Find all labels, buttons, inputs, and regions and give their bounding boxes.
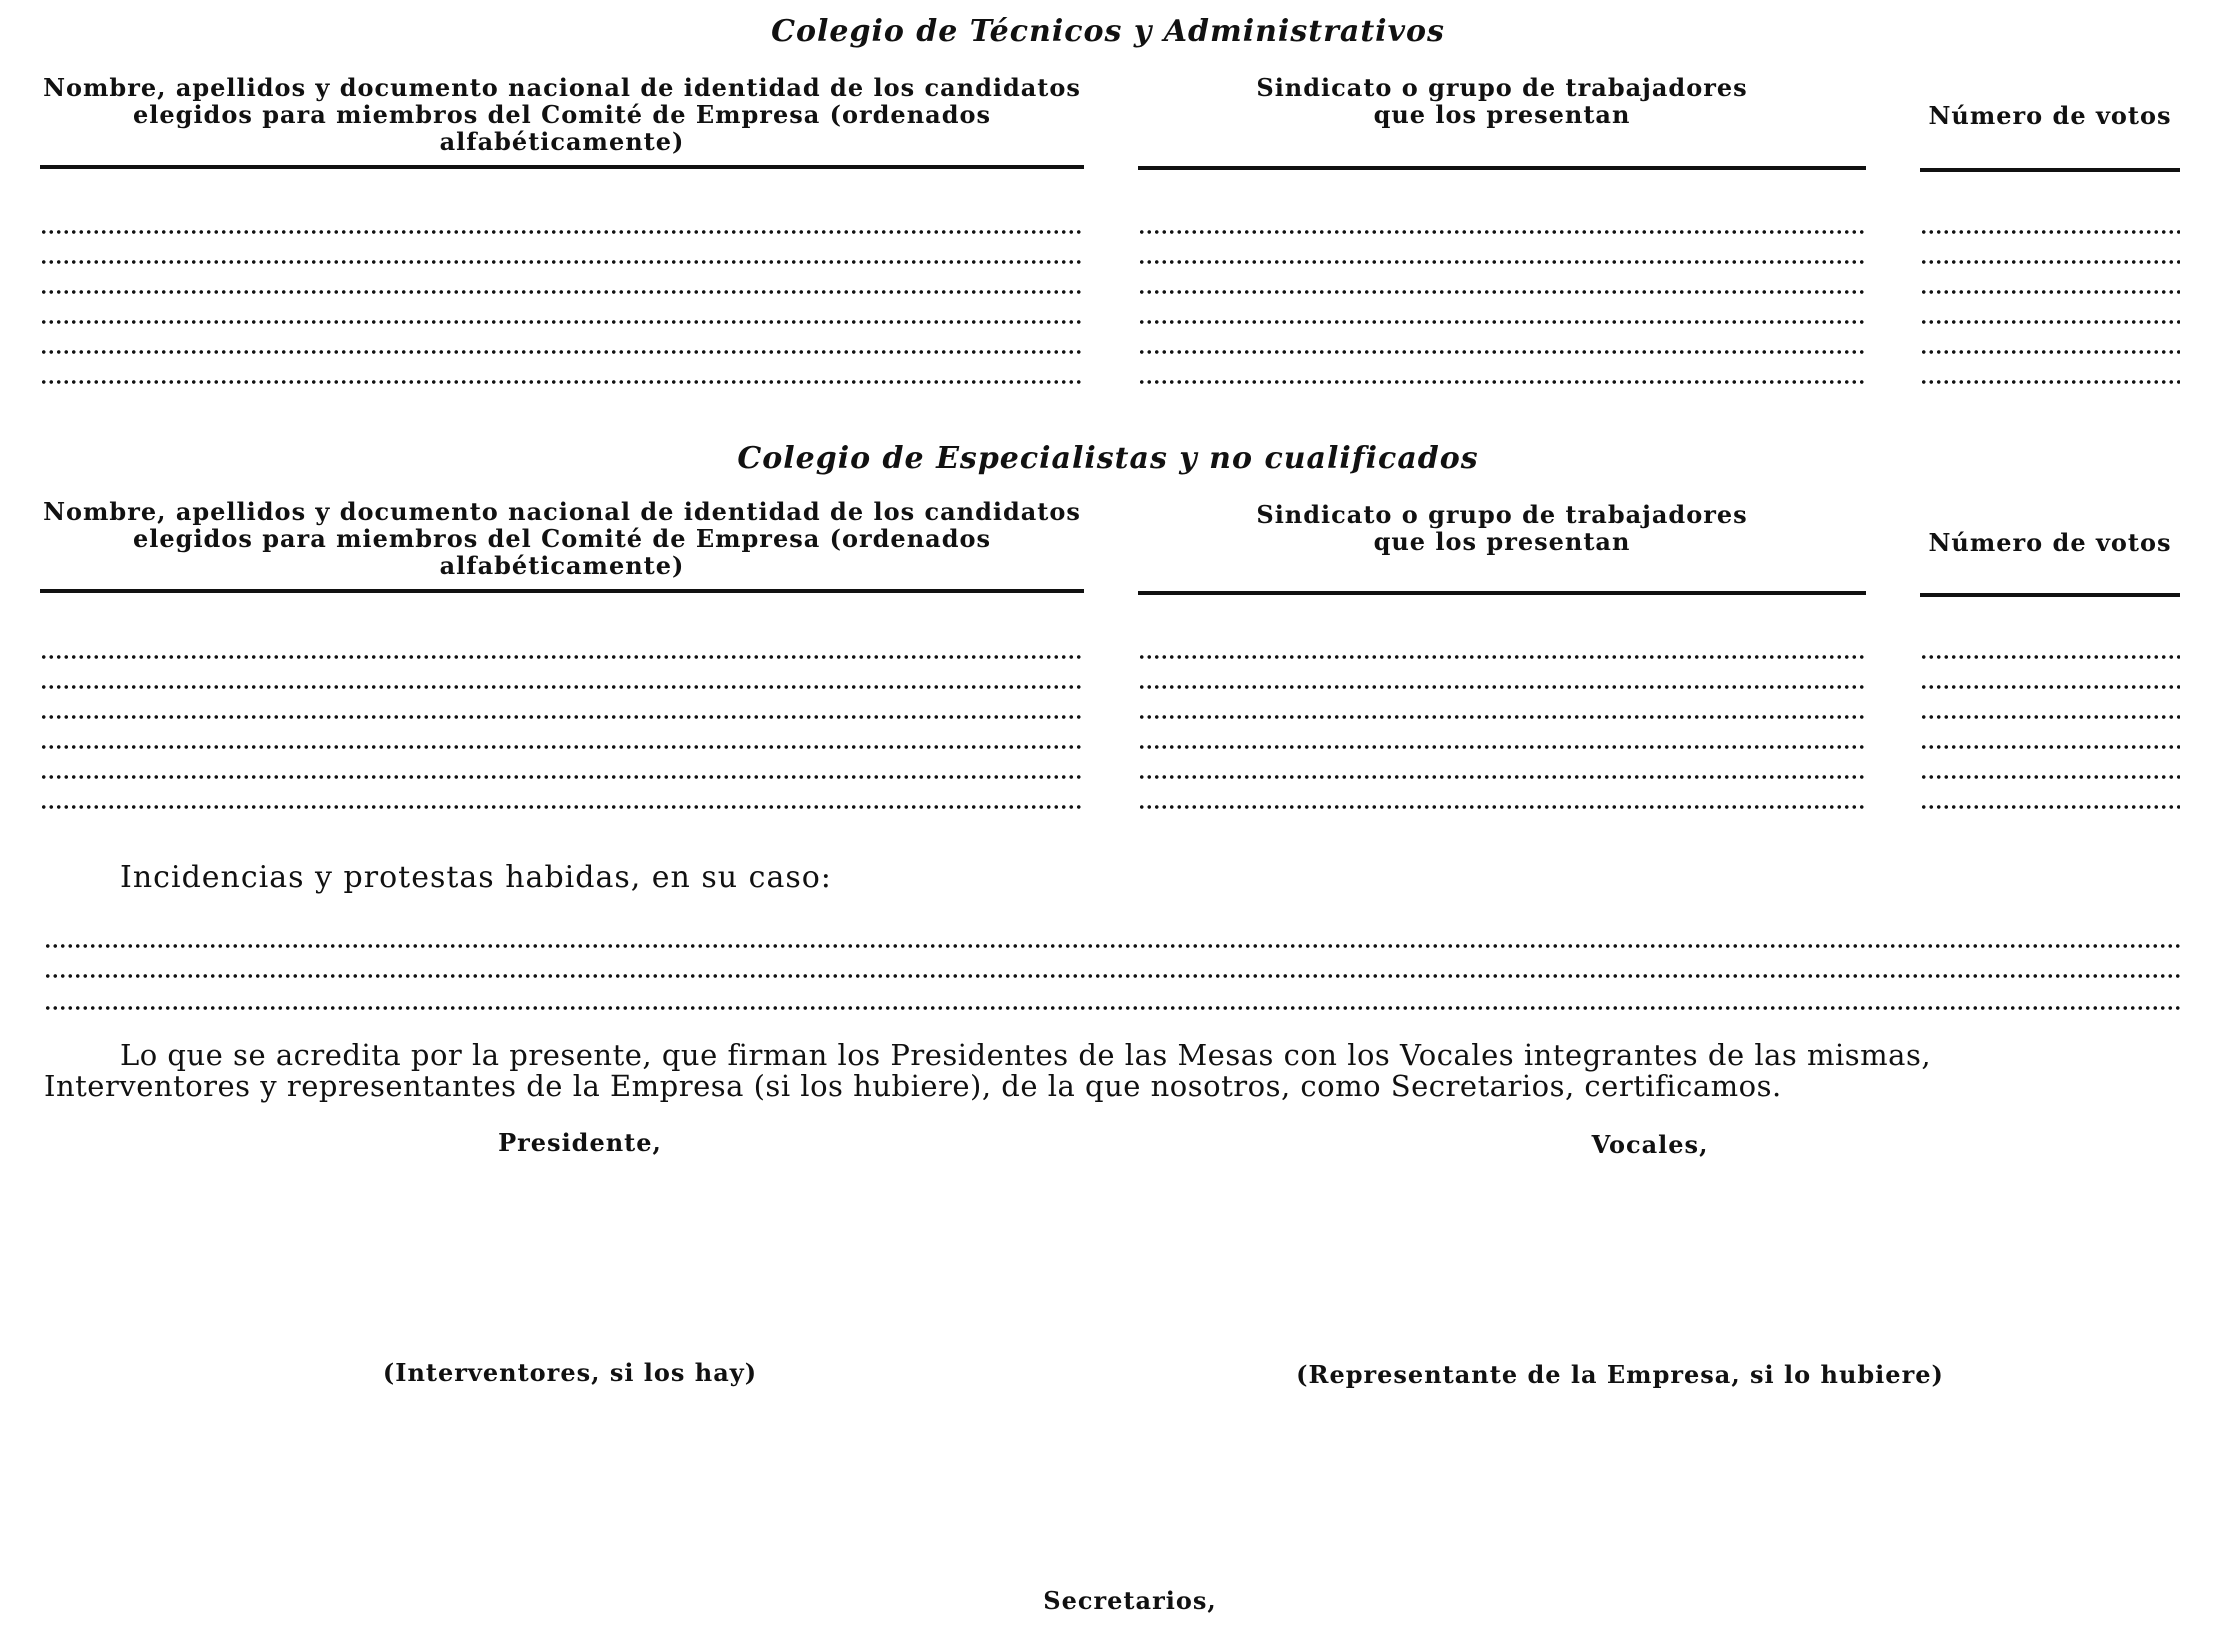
union-entry-line[interactable] [1138, 320, 1866, 324]
union-entry-line[interactable] [1138, 655, 1866, 659]
header-rule [40, 165, 1084, 169]
header-union-line1: Sindicato o grupo de trabajadores [1256, 73, 1748, 102]
header-rule [1920, 593, 2180, 597]
union-entry-line[interactable] [1138, 775, 1866, 779]
candidate-entry-line[interactable] [40, 685, 1084, 689]
union-entry-line[interactable] [1138, 805, 1866, 809]
votes-entry-line[interactable] [1920, 775, 2180, 779]
votes-entry-line[interactable] [1920, 320, 2180, 324]
union-entry-line[interactable] [1138, 260, 1866, 264]
header-votes: Número de votos [1928, 101, 2172, 130]
union-entry-line[interactable] [1138, 350, 1866, 354]
header-union [1138, 501, 1866, 555]
incidencias-label: Incidencias y protestas habidas, en su caso: [120, 860, 832, 895]
incidencias-entry-line[interactable] [44, 1006, 2180, 1010]
header-candidates-line2: elegidos para miembros del Comité de Empresa (ordenados [133, 524, 991, 553]
candidate-entry-line[interactable] [40, 655, 1084, 659]
votes-entry-line[interactable] [1920, 380, 2180, 384]
votes-entry-line[interactable] [1920, 805, 2180, 809]
votes-entry-line[interactable] [1920, 655, 2180, 659]
header-candidates-line1: Nombre, apellidos y documento nacional de identidad de los candidatos [43, 497, 1081, 526]
header-candidates-line2: elegidos para miembros del Comité de Empresa (ordenados [133, 100, 991, 129]
votes-entry-line[interactable] [1920, 230, 2180, 234]
header-candidates-line3: alfabéticamente) [439, 127, 685, 156]
votes-entry-line[interactable] [1920, 350, 2180, 354]
header-rule [40, 589, 1084, 593]
header-union [1138, 74, 1866, 128]
signature-interventores: (Interventores, si los hay) [382, 1358, 758, 1387]
union-entry-line[interactable] [1138, 685, 1866, 689]
candidate-entry-line[interactable] [40, 290, 1084, 294]
header-union-line2: que los presentan [1373, 100, 1631, 129]
union-entry-line[interactable] [1138, 230, 1866, 234]
candidate-entry-line[interactable] [40, 715, 1084, 719]
candidate-entry-line[interactable] [40, 745, 1084, 749]
incidencias-entry-line[interactable] [44, 974, 2180, 978]
header-candidates [40, 74, 1084, 155]
header-union-line2: que los presentan [1373, 527, 1631, 556]
header-rule [1920, 168, 2180, 172]
header-votes: Número de votos [1928, 528, 2172, 557]
candidate-entry-line[interactable] [40, 230, 1084, 234]
union-entry-line[interactable] [1138, 290, 1866, 294]
signature-secretarios: Secretarios, [1043, 1586, 1217, 1615]
header-union-line1: Sindicato o grupo de trabajadores [1256, 500, 1748, 529]
header-candidates-line1: Nombre, apellidos y documento nacional de identidad de los candidatos [43, 73, 1081, 102]
votes-entry-line[interactable] [1920, 745, 2180, 749]
votes-entry-line[interactable] [1920, 260, 2180, 264]
votes-entry-line[interactable] [1920, 290, 2180, 294]
union-entry-line[interactable] [1138, 745, 1866, 749]
header-candidates [40, 498, 1084, 579]
candidate-entry-line[interactable] [40, 320, 1084, 324]
candidate-entry-line[interactable] [40, 260, 1084, 264]
signature-vocales: Vocales, [1591, 1130, 1709, 1159]
incidencias-entry-line[interactable] [44, 944, 2180, 948]
signature-presidente: Presidente, [498, 1128, 662, 1157]
candidate-entry-line[interactable] [40, 380, 1084, 384]
certification-text [44, 1040, 2178, 1102]
section-title-especialistas: Colegio de Especialistas y no cualificados [737, 441, 1479, 476]
candidate-entry-line[interactable] [40, 350, 1084, 354]
votes-entry-line[interactable] [1920, 685, 2180, 689]
votes-entry-line[interactable] [1920, 715, 2180, 719]
union-entry-line[interactable] [1138, 380, 1866, 384]
header-candidates-line3: alfabéticamente) [439, 551, 685, 580]
section-title-tecnicos: Colegio de Técnicos y Administrativos [771, 14, 1445, 49]
certification-line1: Lo que se acredita por la presente, que firman los Presidentes de las Mesas con los Vocales integrantes de las mismas, [120, 1038, 1932, 1072]
header-rule [1138, 591, 1866, 595]
certification-line2: Interventores y representantes de la Empresa (si los hubiere), de la que nosotros, como Secretarios, certificamos. [44, 1069, 1782, 1103]
candidate-entry-line[interactable] [40, 775, 1084, 779]
signature-representante: (Representante de la Empresa, si lo hubiere) [1296, 1360, 1944, 1389]
union-entry-line[interactable] [1138, 715, 1866, 719]
header-rule [1138, 166, 1866, 170]
candidate-entry-line[interactable] [40, 805, 1084, 809]
